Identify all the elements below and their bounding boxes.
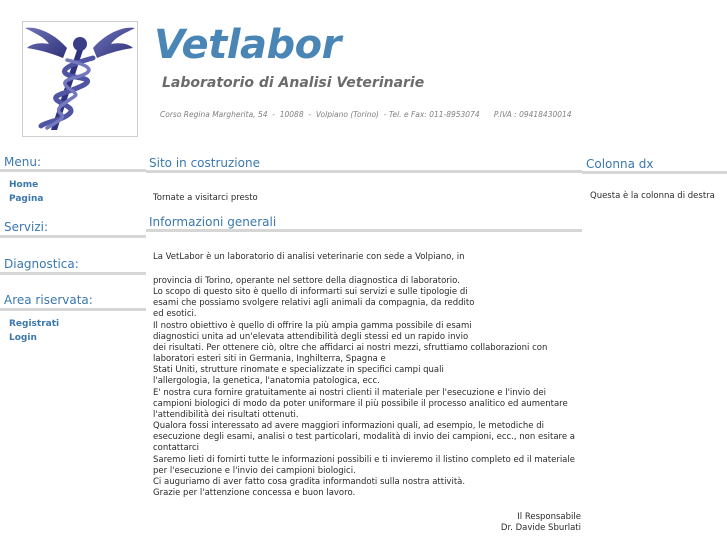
info-line: ed esotici. (153, 309, 197, 320)
info-line: E' nostra cura fornire gratuitamente ai nostri clienti il materiale per l'esecuzione e l'invio dei (153, 387, 546, 398)
info-line: provincia di Torino, operante nel settore della diagnostica di laboratorio. (153, 276, 460, 286)
section-divider-construction (146, 170, 582, 173)
info-line: esecuzione degli esami, analisi o test particolari, modalità di invio dei campioni, ecc., non esitare a (153, 432, 575, 443)
info-line: Lo scopo di questo sito è quello di informarti sui servizi e sulle tipologie di (153, 287, 468, 298)
servizi-divider (0, 235, 146, 238)
menu-divider (0, 169, 146, 172)
menu-title: Menu: (4, 155, 41, 169)
info-line: Qualora fossi interessato ad avere maggiori informazioni quali, ad esempio, le metodiche di (153, 421, 544, 432)
brand-subtitle: Laboratorio di Analisi Veterinarie (162, 75, 425, 91)
nav-pagina-link[interactable]: Pagina (9, 194, 44, 204)
diagnostica-title: Diagnostica: (4, 257, 79, 271)
info-body (153, 276, 575, 499)
area-riservata-divider (0, 308, 146, 311)
nav-login-link[interactable]: Login (9, 333, 37, 343)
right-column-text: Questa è la colonna di destra (590, 191, 715, 201)
signature-name: Dr. Davide Sburlati (500, 523, 581, 533)
caduceus-icon (23, 22, 137, 136)
info-line: contattarci (153, 443, 200, 454)
right-column-divider (582, 171, 727, 174)
info-line: Grazie per l'attenzione concessa e buon lavoro. (153, 487, 356, 498)
info-line: l'allergologia, la genetica, l'anatomia patologica, ecc. (153, 376, 380, 387)
construction-text: Tornate a visitarci presto (153, 193, 258, 203)
company-address: Corso Regina Margherita, 54 - 10088 - Volpiano (Torino) - Tel. e Fax: 011-8953074 P.IVA : 09418430014 (160, 110, 572, 119)
info-line: Stati Uniti, strutture rinomate e specializzate in specifici campi quali (153, 365, 444, 376)
info-line: Saremo lieti di fornirti tutte le informazioni possibili e ti invieremo il listino completo ed il materiale (153, 454, 575, 465)
brand-title: Vetlabor (154, 22, 341, 68)
info-line: laboratori esteri siti in Germania, Inghilterra, Spagna e (153, 354, 386, 365)
info-line: per l'esecuzione e l'invio dei campioni biologici. (153, 465, 356, 476)
area-riservata-title: Area riservata: (4, 293, 93, 307)
logo (22, 21, 138, 137)
info-line: diagnostici unita ad un'elevata attendibilità degli stessi ed un rapido invio (153, 331, 469, 342)
info-line: Il nostro obiettivo è quello di offrire la più ampia gamma possibile di esami (153, 320, 472, 331)
info-line: Ci auguriamo di aver fatto cosa gradita informandoti sulla nostra attività. (153, 476, 466, 487)
info-line: dei risultati. Per ottenere ciò, oltre che affidarci ai nostri mezzi, sfruttiamo collaborazioni con (153, 342, 548, 353)
info-line: l'attendibilità dei risultati ottenuti. (153, 409, 299, 420)
info-line: esami che possiamo svolgere relativi agli animali da compagnia, da reddito (153, 298, 475, 309)
diagnostica-divider (0, 272, 146, 275)
right-column-title: Colonna dx (586, 157, 654, 171)
servizi-title: Servizi: (4, 220, 49, 234)
section-title-info: Informazioni generali (149, 215, 277, 229)
info-intro: La VetLabor è un laboratorio di analisi veterinarie con sede a Volpiano, in (153, 252, 465, 262)
section-title-construction: Sito in costruzione (149, 156, 260, 170)
nav-registrati-link[interactable]: Registrati (9, 319, 60, 329)
nav-home-link[interactable]: Home (9, 180, 39, 190)
signature-role: Il Responsabile (517, 512, 581, 522)
info-line: campioni biologici di modo da poter uniformare il più possibile il processo analitico ed aumentare (153, 398, 568, 409)
section-divider-info (146, 229, 582, 232)
